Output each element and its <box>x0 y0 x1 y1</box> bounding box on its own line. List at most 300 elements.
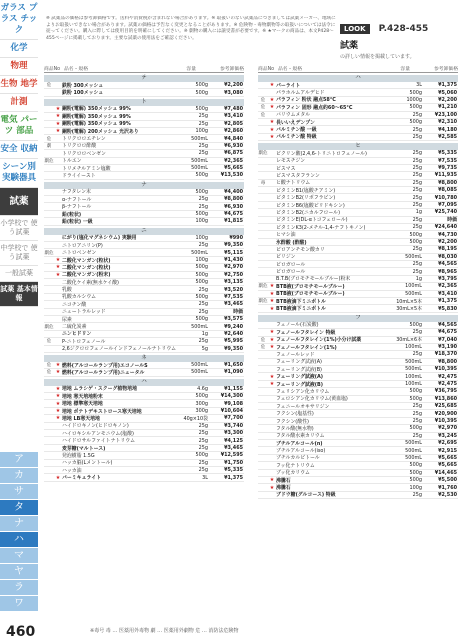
product-capacity: 500mL <box>191 369 208 376</box>
look-title: 試薬 <box>340 41 359 51</box>
product-name: トリメチルアミン塩酸 <box>62 165 111 172</box>
product-column-right <box>258 66 458 499</box>
product-capacity: 25g <box>198 196 208 203</box>
product-row[interactable] <box>258 492 458 499</box>
product-name: 麦芽糖(マルトース) <box>62 445 106 452</box>
product-price: ¥2,860 <box>224 128 243 135</box>
product-price: ¥10,395 <box>434 417 457 424</box>
product-name: 培地 ムラシゲ・スクーグ植物培地 <box>62 386 137 393</box>
product-name: ビタミンB2(ニカルフロール) <box>276 209 340 216</box>
star-icon: ★ <box>269 133 275 140</box>
star-icon: ★ <box>269 373 275 380</box>
sidebar-tab[interactable]: 中学校で 使う試薬 <box>0 241 38 266</box>
product-price: ¥7,095 <box>438 202 457 209</box>
product-name: ブチルアルコール(iso) <box>276 448 326 455</box>
product-name: 二硫化炭素 <box>62 324 87 331</box>
sidebar-tab[interactable]: 小学校で 使う試薬 <box>0 216 38 241</box>
product-capacity: 300g <box>195 400 208 407</box>
product-price: ¥4,675 <box>224 211 243 218</box>
product-name: β-ナフトール <box>62 204 92 211</box>
hazard-mark: 危 <box>260 112 266 118</box>
hazard-mark: 危 <box>260 337 266 343</box>
product-name: 乳酸 <box>62 287 72 294</box>
product-name: ニンヒドリン <box>62 331 92 338</box>
hazard-mark: 危 <box>46 363 52 369</box>
header-capacity: 容量 <box>186 67 196 72</box>
header-name: 品名・規格 <box>278 67 302 72</box>
kana-tab[interactable]: サ <box>0 484 38 500</box>
column-header <box>258 66 458 73</box>
star-icon: ★ <box>269 298 275 305</box>
product-name: ヒマシ油 <box>276 232 296 239</box>
product-capacity: 500g <box>195 188 208 195</box>
product-name: 発泡樹脂 1.5G <box>62 452 95 459</box>
product-name: ブッ化カリウム <box>276 470 310 477</box>
star-icon: ★ <box>55 271 61 278</box>
header-code: 商品No <box>258 67 275 72</box>
kana-tab[interactable]: ハ <box>0 532 38 548</box>
product-name: 沸騰石 <box>276 477 291 484</box>
product-price: ¥12,595 <box>220 452 243 459</box>
product-price: ¥2,585 <box>438 133 457 140</box>
star-icon: ★ <box>55 257 61 263</box>
product-capacity: 25g <box>412 133 422 140</box>
product-capacity: 1g <box>415 275 422 282</box>
product-name: フェノールフタレイン 特級 <box>276 329 336 336</box>
product-name: ピロアンチモン酸カリ <box>276 246 325 253</box>
section-header: ネ <box>44 355 244 362</box>
product-name: BTB液(ブロモチモールブルー) <box>276 283 345 290</box>
product-capacity: 500g <box>409 89 422 96</box>
product-name: フェリシアン化カリウム <box>276 388 330 395</box>
star-icon: ★ <box>55 415 61 422</box>
legend-footer: ※毒号 毒 … 医薬用外毒物 劇 … 医薬用外劇物 危 … 消防法危険物 <box>90 628 239 634</box>
product-price: ¥2,200 <box>224 82 243 89</box>
product-name: 長いいえデンプン <box>276 119 315 126</box>
product-capacity: 500mL <box>191 157 208 164</box>
product-price: ¥1,375 <box>438 82 457 89</box>
hazard-mark: 劇危 <box>44 324 54 330</box>
product-price: ¥1,430 <box>224 257 243 263</box>
product-capacity: 500g <box>195 316 208 323</box>
product-price: ¥4,675 <box>438 329 457 336</box>
product-price: ¥20,900 <box>434 410 457 417</box>
sidebar-tab[interactable]: 試薬 <box>0 188 38 216</box>
product-name: フェノールフタレイン(1%)小分け試薬 <box>276 337 362 344</box>
product-capacity: 25g <box>198 203 208 210</box>
product-price: ¥6,930 <box>224 142 243 149</box>
product-capacity: 25g <box>412 202 422 209</box>
product-capacity: 3L <box>202 474 208 481</box>
product-name: ビタミンK3(2-メチル-1,4-ナフトキノン) <box>276 224 366 231</box>
product-price: ¥10,604 <box>220 408 243 415</box>
product-capacity: 500mL <box>405 447 422 454</box>
product-row[interactable] <box>44 346 244 353</box>
star-icon: ★ <box>55 385 61 392</box>
star-icon: ★ <box>269 344 275 351</box>
product-price: ¥8,800 <box>224 196 243 203</box>
product-price: ¥2,970 <box>224 264 243 271</box>
product-name: ナフタレン末 <box>62 189 91 196</box>
product-capacity: 500g <box>195 452 208 459</box>
product-price: ¥24,640 <box>434 224 457 231</box>
product-price: ¥2,365 <box>438 283 457 290</box>
look-reference[interactable] <box>340 16 456 60</box>
product-capacity: 30mL×5本 <box>396 306 422 313</box>
kana-tab[interactable]: ワ <box>0 596 38 612</box>
look-page-ref: P.428-455 <box>378 24 429 34</box>
product-name: ハイロキシルアンモニウム(塩酸) <box>62 430 134 437</box>
product-name: 培地 標準寒天培地 <box>62 401 103 408</box>
product-name: 銅粉(電解) 350メッシュ 99% <box>62 106 131 113</box>
product-price: ¥3,410 <box>224 113 243 120</box>
product-name: フェーリング試液(A) <box>276 374 324 381</box>
product-capacity: 500g <box>195 211 208 218</box>
product-name: ニトロベンゼン <box>62 250 97 257</box>
product-name: ハッカ脳(Lメントール) <box>62 460 113 467</box>
product-price: ¥2,915 <box>438 447 457 454</box>
product-price: ¥1,650 <box>224 362 243 369</box>
product-price: ¥3,245 <box>438 432 457 439</box>
look-badge: LOOK <box>340 24 370 34</box>
product-name: 鉄粉 300メッシュ <box>62 82 104 89</box>
notes-text: ※ 試薬品の価格は参考卸価格です。送料や消費税が含まれない場合があります。※ 取扱いのない試薬品につきましては試薬メーカー、地域によりお取扱いできない場合があります。試薬の価格は予告なく変更となることがあります。※ 危険物・毒物劇物等の取扱いについては法令に従ってください。購入に際しては使用目的を明確にしてください。※ 劇物の購入には譲受書が必要です。※ ★マークの商品は、本文P428〜455ページに掲載しております。主要な試薬の使用法をご確認ください。 <box>46 16 336 41</box>
product-name: 二酸化マンガン(粒状) <box>62 257 111 264</box>
product-row[interactable] <box>258 305 458 312</box>
sidebar-tab[interactable]: ガラス プラス チック <box>0 0 38 40</box>
section-header: フ <box>258 315 458 322</box>
product-price: ¥5,665 <box>224 165 243 172</box>
product-name: 培地 寒天培地粉末 <box>62 393 103 400</box>
sidebar-tab[interactable]: 試薬 基本情報 <box>0 282 38 307</box>
hazard-mark: 危 <box>260 345 266 351</box>
product-capacity: 1000g <box>406 96 422 103</box>
product-price: ¥7,040 <box>438 336 457 343</box>
product-name: フェノールフタレイン(1%) <box>276 344 337 351</box>
product-name: トルエン <box>62 158 82 165</box>
product-capacity: 500g <box>195 172 208 179</box>
product-name: ビタミンB6(塩酸ピリドキシン) <box>276 202 345 209</box>
product-capacity: 500g <box>409 104 422 111</box>
product-capacity: 25g <box>198 459 208 466</box>
product-name: BTB液滴下ミニボトル <box>276 298 326 305</box>
product-row[interactable] <box>44 218 244 225</box>
product-price: ¥7,480 <box>224 105 243 112</box>
product-price: ¥2,805 <box>224 120 243 127</box>
header-name: 品名・規格 <box>64 67 88 72</box>
product-capacity: 500g <box>409 477 422 484</box>
star-icon: ★ <box>55 120 61 127</box>
product-capacity: 40g×10袋 <box>183 415 208 422</box>
product-capacity: 4.6g <box>197 385 208 392</box>
product-capacity: 25g <box>412 410 422 417</box>
product-capacity: 3L <box>416 82 422 89</box>
product-price: ¥2,475 <box>438 381 457 388</box>
product-price: ¥25,740 <box>434 209 457 216</box>
product-price: 時価 <box>233 309 243 316</box>
product-capacity: 100g <box>195 218 208 225</box>
product-capacity: 25g <box>198 120 208 127</box>
product-row[interactable] <box>44 172 244 179</box>
product-price: ¥8,030 <box>438 253 457 260</box>
product-price: ¥10,780 <box>434 194 457 201</box>
product-name: バルミチン酸 一級 <box>276 127 317 134</box>
product-capacity: 500g <box>409 231 422 238</box>
product-name: ハイドロサルファイトナトリウム <box>62 438 135 445</box>
product-price: ¥1,155 <box>224 385 243 392</box>
product-price: ¥8,800 <box>438 179 457 186</box>
sidebar-tab[interactable]: 電気 パーツ 部品 <box>0 112 38 141</box>
product-price: ¥2,200 <box>438 96 457 103</box>
product-capacity: 500g <box>195 271 208 278</box>
product-price: ¥11,935 <box>434 172 457 179</box>
product-capacity: 100mL <box>405 381 422 388</box>
product-capacity: 500g <box>195 82 208 89</box>
product-price: ¥14,465 <box>434 469 457 476</box>
hazard-mark: 危 <box>46 136 52 142</box>
section-header: ハ <box>258 75 458 82</box>
product-name: 二酸化マンガン(粉末) <box>62 272 111 279</box>
product-capacity: 500mL <box>405 253 422 260</box>
product-name: フッ化ナトリウム <box>276 462 315 469</box>
product-capacity: 500g <box>409 462 422 469</box>
product-name: フェーリング試液(B) <box>276 381 323 388</box>
star-icon: ★ <box>55 128 61 135</box>
product-price: ¥9,735 <box>438 165 457 172</box>
column-header <box>44 66 244 73</box>
product-capacity: 500mL <box>191 249 208 256</box>
product-capacity: 500mL <box>405 454 422 461</box>
product-price: 時価 <box>447 217 457 224</box>
section-header: ハ <box>44 379 244 386</box>
header-price: 参考卸価格 <box>220 67 244 72</box>
product-price: ¥1,760 <box>438 484 457 491</box>
product-capacity: 25g <box>198 422 208 429</box>
star-icon: ★ <box>269 305 275 312</box>
hazard-mark: 危 <box>46 370 52 376</box>
sidebar-tab[interactable]: 物理 <box>0 58 38 76</box>
product-capacity: 25g <box>412 150 422 157</box>
product-capacity: 25g <box>198 142 208 149</box>
section-header: ヒ <box>258 143 458 150</box>
product-price: ¥23,100 <box>434 111 457 118</box>
hazard-mark: 危 <box>46 339 52 345</box>
star-icon: ★ <box>269 126 275 133</box>
product-price: ¥8,965 <box>438 268 457 275</box>
product-price: ¥5,335 <box>224 467 243 474</box>
product-price: ¥4,565 <box>438 321 457 328</box>
product-capacity: 25g <box>412 179 422 186</box>
product-row[interactable] <box>258 134 458 141</box>
product-capacity: 500mL <box>405 290 422 297</box>
product-name: トリクロロエチレン <box>62 136 106 143</box>
star-icon: ★ <box>269 477 275 484</box>
product-price: ¥5,665 <box>438 462 457 469</box>
section-header: テ <box>44 75 244 82</box>
product-price: ¥2,640 <box>224 330 243 337</box>
star-icon: ★ <box>55 408 61 415</box>
product-capacity: 300g <box>195 408 208 415</box>
kana-tab[interactable]: マ <box>0 548 38 564</box>
sidebar-tab[interactable]: シーン別 実験器具 <box>0 159 38 188</box>
product-capacity: 25g <box>412 172 422 179</box>
product-capacity: 10mL×5本 <box>396 298 422 305</box>
kana-tab[interactable]: ヤ <box>0 564 38 580</box>
star-icon: ★ <box>269 329 275 336</box>
hazard-mark: 危 <box>46 83 52 89</box>
product-name: ピクリン酸(2,4,6-トリニトロフェノール) <box>276 150 367 157</box>
product-name: フタル酸水素カリウム <box>276 433 325 440</box>
product-price: ¥3,795 <box>438 275 457 282</box>
product-name: ブドウ糖(グルコース) 特級 <box>276 492 336 499</box>
product-capacity: 500mL <box>191 362 208 369</box>
product-row[interactable] <box>44 89 244 96</box>
product-price: ¥8,800 <box>438 358 457 365</box>
product-capacity: 25g <box>198 338 208 345</box>
product-row[interactable] <box>44 474 244 481</box>
product-capacity: 100g <box>195 128 208 135</box>
product-name: バーミキュライト <box>62 475 101 482</box>
product-capacity: 500g <box>195 89 208 96</box>
product-price: ¥2,970 <box>438 425 457 432</box>
header-capacity: 容量 <box>400 67 410 72</box>
product-price: ¥2,365 <box>224 157 243 164</box>
product-name: フタル酸(無水物) <box>276 425 314 432</box>
product-capacity: 25g <box>198 467 208 474</box>
product-capacity: 500g <box>409 239 422 245</box>
product-capacity: 500mL <box>191 135 208 142</box>
product-name: パーライト <box>276 82 301 89</box>
product-row[interactable] <box>44 369 244 376</box>
product-price: ¥3,465 <box>224 444 243 451</box>
product-capacity: 25g <box>412 111 422 118</box>
product-capacity: 500g <box>195 393 208 400</box>
product-price: ¥2,200 <box>438 239 457 245</box>
product-price: ¥9,350 <box>224 242 243 249</box>
product-name: B.T.B(ブロモチモールブルー)粉末 <box>276 276 351 283</box>
star-icon: ★ <box>269 96 275 103</box>
product-capacity: 25g <box>412 194 422 201</box>
product-capacity: 25g <box>198 444 208 451</box>
sidebar-tab[interactable]: 一般試薬 <box>0 266 38 282</box>
product-name: 二酸化ケイ素(無水ケイ酸) <box>62 279 119 286</box>
product-capacity: 25g <box>412 417 422 424</box>
sidebar-tab[interactable]: 化学 <box>0 40 38 58</box>
product-capacity: 25g <box>198 308 208 315</box>
product-capacity: 25g <box>198 430 208 437</box>
product-price: ¥3,135 <box>224 279 243 286</box>
product-capacity: 25g <box>198 286 208 293</box>
kana-tab[interactable]: カ <box>0 468 38 484</box>
star-icon: ★ <box>55 362 61 369</box>
product-price: ¥5,115 <box>224 249 243 256</box>
product-price: ¥5,060 <box>438 89 457 96</box>
product-capacity: 25g <box>412 187 422 194</box>
product-name: ニトロアニリン(P) <box>62 242 103 249</box>
product-price: ¥6,875 <box>224 150 243 157</box>
product-price: ¥4,125 <box>224 437 243 444</box>
product-name: バルミチン酸 特級 <box>276 134 317 141</box>
product-capacity: 500mL <box>405 366 422 373</box>
product-name: パラフィン 固形 融点約60〜65°C <box>276 104 353 111</box>
product-capacity: 500g <box>195 264 208 271</box>
product-name: 沸騰石 <box>276 485 291 492</box>
kana-tab[interactable]: ラ <box>0 580 38 596</box>
hazard-mark: 劇危 <box>258 299 268 305</box>
kana-tab[interactable]: ア <box>0 452 38 468</box>
section-header: ニ <box>44 228 244 235</box>
product-capacity: 25g <box>412 268 422 275</box>
product-capacity: 25g <box>412 351 422 358</box>
product-capacity: 500g <box>409 119 422 126</box>
section-header: ナ <box>44 182 244 189</box>
product-price: ¥9,350 <box>224 345 243 352</box>
product-price: ¥2,310 <box>438 119 457 126</box>
product-name: フェニールオキサリジン <box>276 403 330 410</box>
product-name: ピロガロール <box>276 269 306 276</box>
sidebar-tab[interactable]: 生物 地学 <box>0 76 38 94</box>
product-name: P-ニトロフェノール <box>62 338 106 345</box>
product-price: ¥3,465 <box>224 301 243 308</box>
product-capacity: 100g <box>409 484 422 491</box>
product-price: ¥5,665 <box>438 454 457 461</box>
page-number: 460 <box>6 624 36 640</box>
product-capacity: 25g <box>412 246 422 253</box>
product-name: バリウムメタル <box>276 112 311 119</box>
product-name: ビスマスタフランン <box>276 173 320 179</box>
product-name: 燃料(アルコールランプ用)エコノールS <box>62 362 148 369</box>
star-icon: ★ <box>55 264 61 271</box>
kana-tab[interactable]: タ <box>0 500 38 516</box>
header-code: 商品No <box>44 67 61 72</box>
hazard-mark: 毒 <box>260 180 266 186</box>
sidebar-tab[interactable]: 計測 <box>0 94 38 112</box>
product-name: フェノール(石炭酸) <box>276 322 319 329</box>
product-price: ¥5,335 <box>438 150 457 157</box>
product-capacity: 100g <box>195 257 208 263</box>
product-price: ¥13,860 <box>434 395 457 402</box>
product-capacity: 25g <box>412 126 422 133</box>
product-capacity: 100mL <box>405 283 422 290</box>
product-capacity: 500mL <box>191 165 208 172</box>
product-name: 二酸化マンガン(粒状) <box>62 264 111 271</box>
product-capacity: 500mL <box>405 358 422 365</box>
star-icon: ★ <box>55 393 61 400</box>
product-name: 尿素 <box>62 316 72 323</box>
product-name: パラホルムアルデヒド <box>276 90 325 97</box>
product-capacity: 25g <box>412 261 422 268</box>
product-price: ¥8,085 <box>438 187 457 194</box>
product-price: ¥3,740 <box>224 422 243 429</box>
star-icon: ★ <box>269 82 275 89</box>
product-price: ¥36,795 <box>434 388 457 395</box>
product-name: フェーリング試液(A) <box>276 359 322 366</box>
product-name: トリクロロ酢酸 <box>62 143 97 150</box>
kana-tab[interactable]: ナ <box>0 516 38 532</box>
product-name: ハッカ油 <box>62 467 82 474</box>
sidebar-tab[interactable]: 安全 収納 <box>0 141 38 159</box>
star-icon: ★ <box>55 474 61 481</box>
product-name: ヒ酸ナトリウム <box>276 180 311 187</box>
product-price: ¥1,210 <box>438 104 457 111</box>
product-capacity: 5g <box>201 345 208 352</box>
product-name: 銅粉(電解) 350メッシュ 99% <box>62 113 131 120</box>
product-price: ¥3,190 <box>438 344 457 351</box>
hazard-mark: 劇 <box>46 143 52 149</box>
star-icon: ★ <box>269 290 275 297</box>
product-name: BTB液(ブロモチモールブルー) <box>276 291 345 298</box>
kana-index <box>0 452 38 612</box>
